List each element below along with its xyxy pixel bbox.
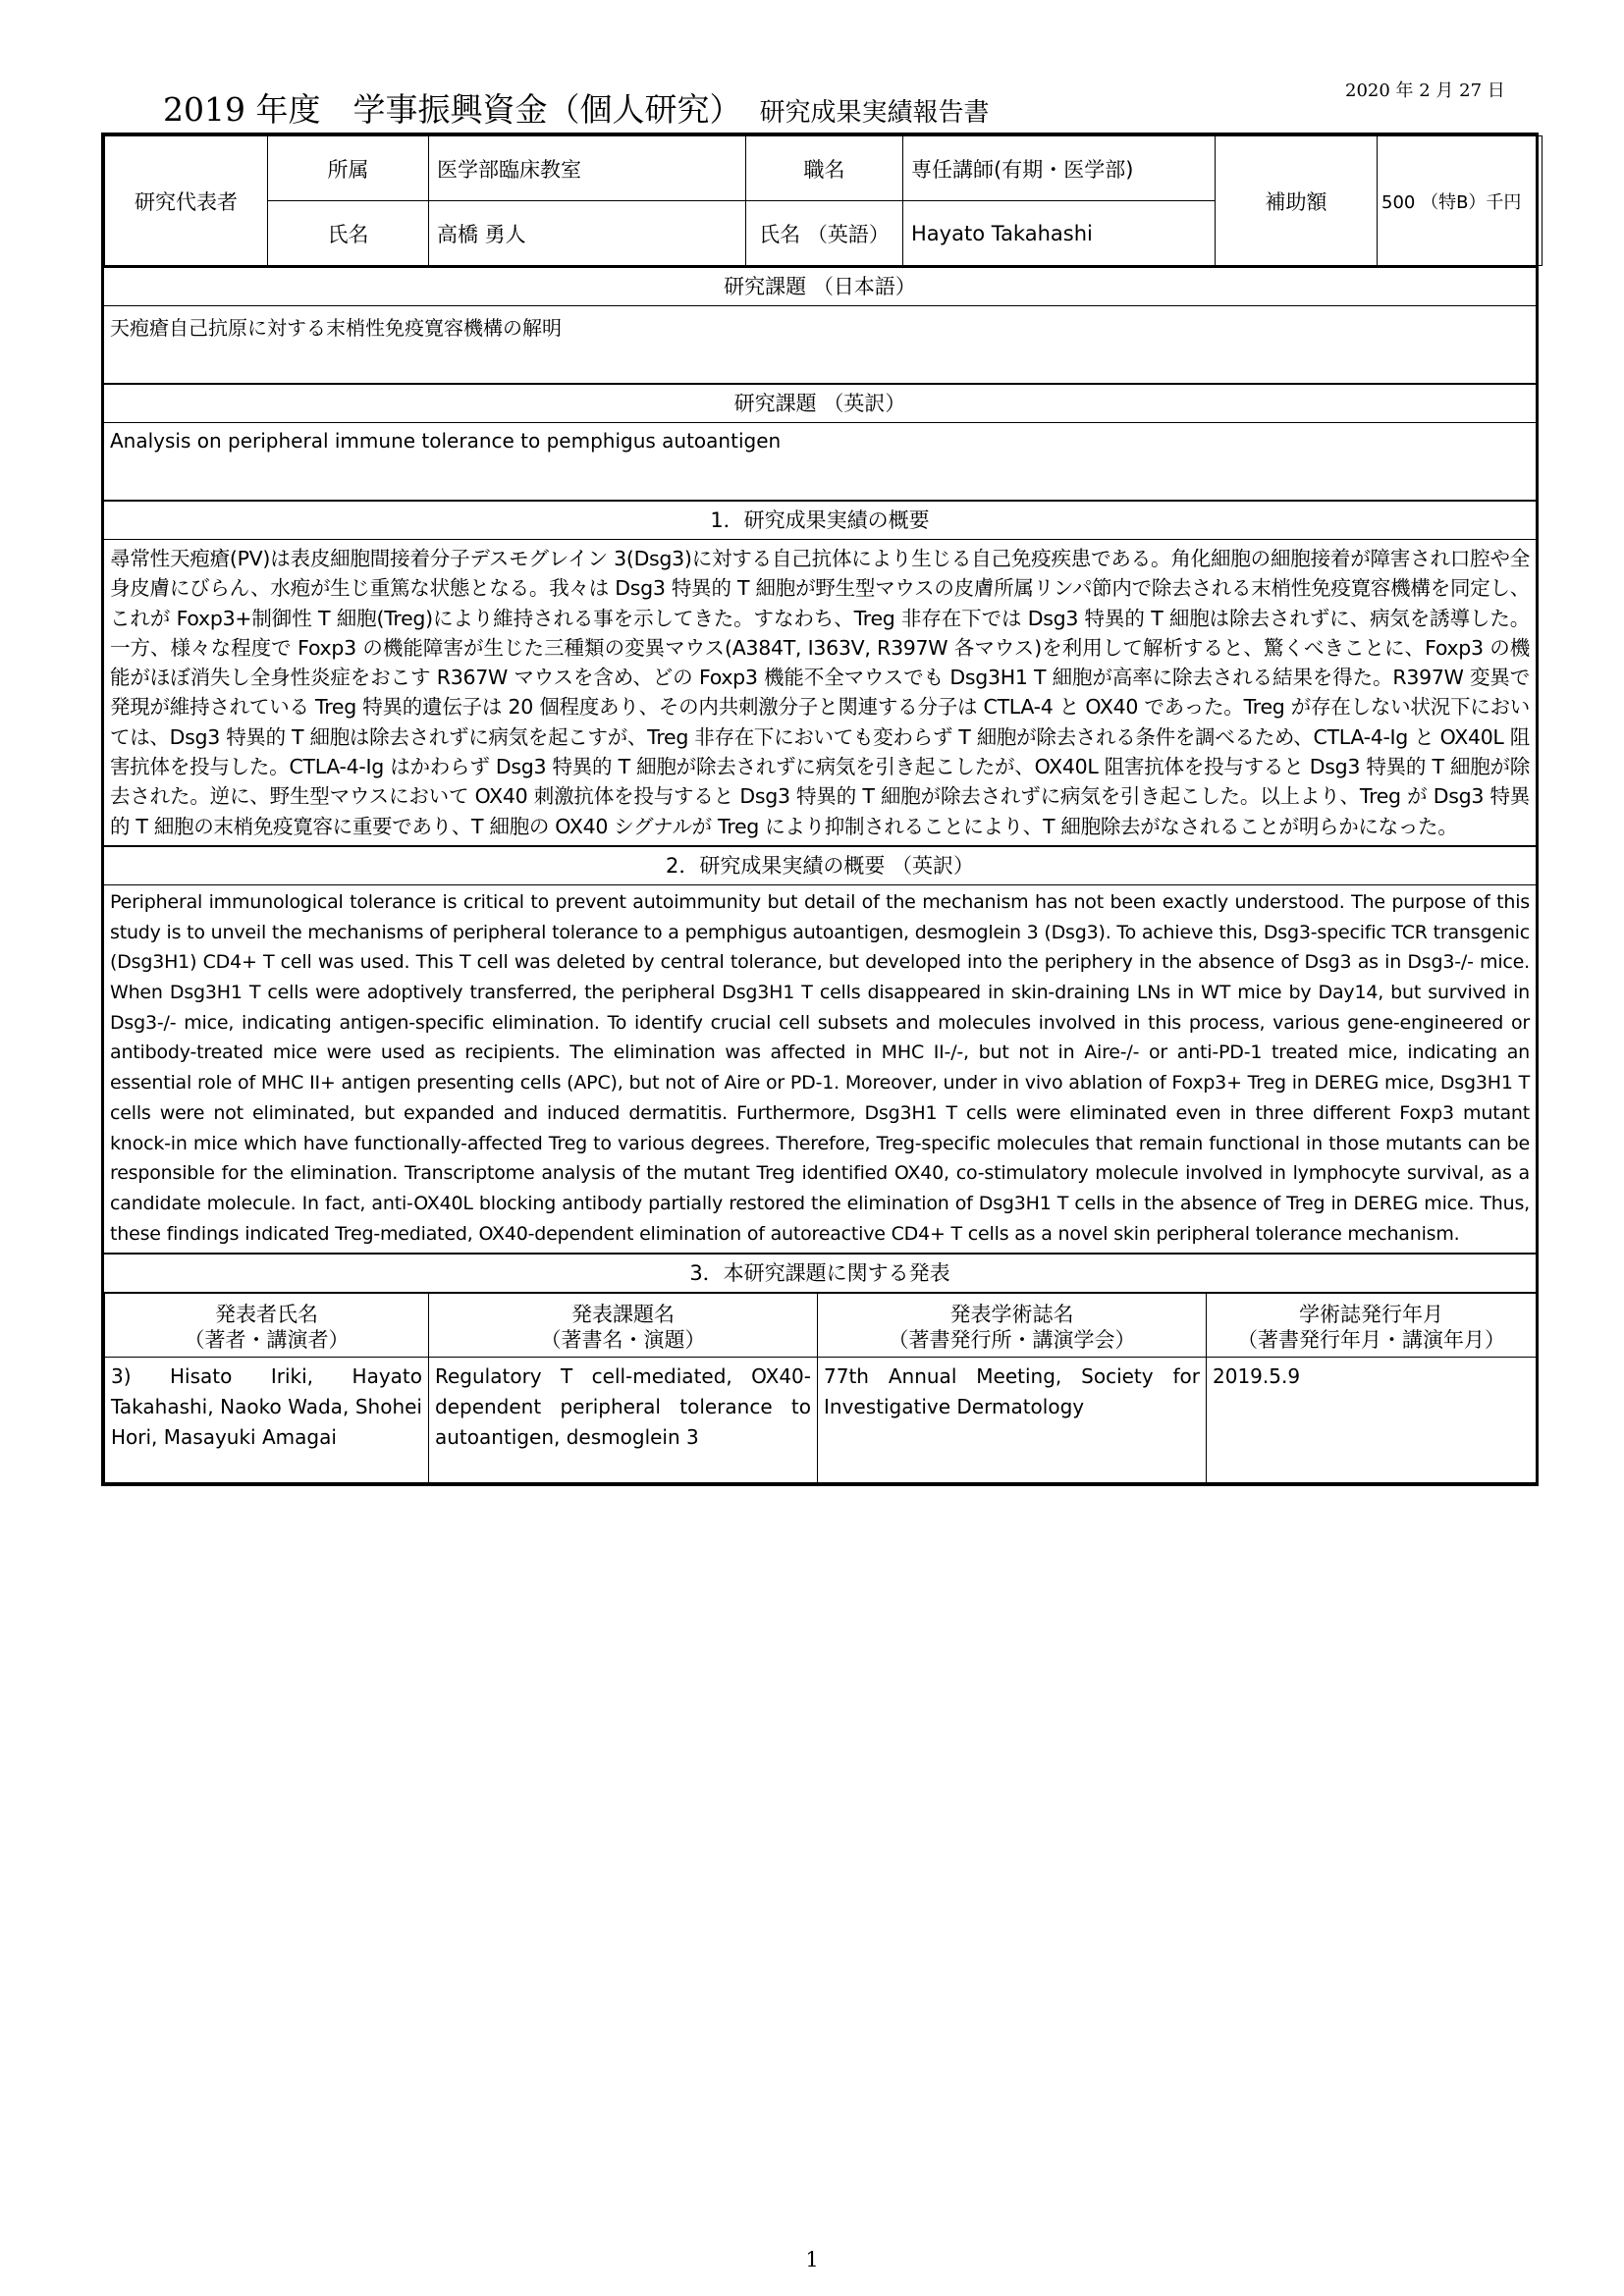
pub-authors: 3) Hisato Iriki, Hayato Takahashi, Naoko Wada, Shohei Hori, Masayuki Amagai [105,1358,429,1483]
col-date-header [1207,1294,1537,1358]
col-authors-header [105,1294,429,1358]
col-title-header [429,1294,818,1358]
researcher-info-table [104,135,1543,266]
col-date-line1: 学術誌発行年月 [1299,1303,1443,1327]
report-title [163,84,1243,131]
name-value: 高橋 勇人 [429,201,746,266]
name-en-label: 氏名 （英語） [746,201,903,266]
name-en-value: Hayato Takahashi [903,201,1216,266]
grant-value: 500 （特B）千円 [1378,136,1543,266]
report-date: 2020 年 2 月 27 日 [1345,80,1505,101]
summary-en-text: Peripheral immunological tolerance is critical to prevent autoimmunity but detail of the mechanism has not been exactly understood. The purpose of this study is to unveil the mechanisms of peripheral tolerance to a pemphigus autoantigen, desmoglein 3 (Dsg3). To achieve this, Dsg3-specific TCR transgenic (Dsg3H1) CD4+ T cell was used. This T cell was deleted by central tolerance, but developed into the periphery in the absence of Dsg3 as in Dsg3-/- mice. When Dsg3H1 T cells were adoptively transferred, the peripheral Dsg3H1 T cells disappeared in skin-draining LNs in WT mice by Day14, but survived in Dsg3-/- mice, indicating antigen-specific elimination. To identify crucial cell subsets and molecules involved in this process, various gene-engineered or antibody-treated mice were used as recipients. The elimination was affected in MHC II-/-, but not in Aire-/- or anti-PD-1 treated mice, indicating an essential role of MHC II+ antigen presenting cells (APC), but not of Aire or PD-1. Moreover, under in vivo ablation of Foxp3+ Treg in DEREG mice, Dsg3H1 T cells were not eliminated, but expanded and induced dermatitis. Furthermore, Dsg3H1 T cells were eliminated even in three different Foxp3 mutant knock-in mice which have functionally-affected Treg to various degrees. Therefore, Treg-specific molecules that remain functional in those mutants can be responsible for the elimination. Transcriptome analysis of the mutant Treg identified OX40, co-stimulatory molecule involved in lymphocyte survival, as a candidate molecule. In fact, anti-OX40L blocking antibody partially restored the elimination of Dsg3H1 T cells in the absence of Treg in DEREG mice. Thus, these findings indicated Treg-mediated, OX40-dependent elimination of autoreactive CD4+ T cells as a novel skin peripheral tolerance mechanism. [110,890,1530,1245]
affiliation-label: 所属 [268,136,429,201]
representative-label: 研究代表者 [105,136,268,266]
col-authors-line2: （著者・講演者） [184,1328,350,1353]
summary-en-heading: 2．研究成果実績の概要 （英訳） [104,845,1536,885]
col-title-line1: 発表課題名 [571,1303,675,1327]
pub-date: 2019.5.9 [1207,1358,1537,1483]
col-date-line2: （著書発行年月・講演年月） [1237,1328,1505,1353]
report-sheet [101,133,1539,1486]
report-main-title: 2019 年度 学事振興資金（個人研究） [163,90,742,129]
page-number: 1 [805,2248,819,2271]
col-title-line2: （著書名・演題） [540,1328,706,1353]
col-venue-line1: 発表学術誌名 [949,1303,1074,1327]
publications-heading: 3．本研究課題に関する発表 [104,1253,1536,1293]
publications-table [104,1293,1537,1483]
table-row [105,1358,1537,1483]
pub-venue: 77th Annual Meeting, Society for Investigative Dermatology [818,1358,1207,1483]
title-ja-text: 天疱瘡自己抗原に対する末梢性免疫寛容機構の解明 [110,316,562,340]
title-en-heading: 研究課題 （英訳） [104,383,1536,423]
col-authors-line1: 発表者氏名 [215,1303,318,1327]
publications-header-row [105,1294,1537,1358]
col-venue-header [818,1294,1207,1358]
col-venue-line2: （著書発行所・講演学会） [888,1328,1136,1353]
summary-ja-heading: 1．研究成果実績の概要 [104,500,1536,540]
pub-title: Regulatory T cell-mediated, OX40-dependent peripheral tolerance to autoantigen, desmoglein 3 [429,1358,818,1483]
grant-label: 補助額 [1216,136,1378,266]
name-label: 氏名 [268,201,429,266]
position-label: 職名 [746,136,903,201]
affiliation-value: 医学部臨床教室 [429,136,746,201]
position-value: 専任講師(有期・医学部) [903,136,1216,201]
report-subtitle: 研究成果実績報告書 [759,98,990,128]
title-en-text: Analysis on peripheral immune tolerance to pemphigus autoantigen [110,429,782,453]
title-ja-heading: 研究課題 （日本語） [104,266,1536,306]
summary-ja-text: 尋常性天疱瘡(PV)は表皮細胞間接着分子デスモグレイン 3(Dsg3)に対する自己抗体により生じる自己免疫疾患である。角化細胞の細胞接着が障害され口腔や全身皮膚にびらん、水疱が生じ重篤な状態となる。我々は Dsg3 特異的 T 細胞が野生型マウスの皮膚所属リンパ節内で除去される末梢性免疫寛容機構を同定し、これが Foxp3+制御性 T 細胞(Treg)により維持される事を示してきた。すなわち、Treg 非存在下では Dsg3 特異的 T 細胞は除去されずに、病気を誘導した。一方、様々な程度で Foxp3 の機能障害が生じた三種類の変異マウス(A384T, I363V, R397W 各マウス)を利用して解析すると、驚くべきことに、Foxp3 の機能がほぼ消失し全身性炎症をおこす R367W マウスを含め、どの Foxp3 機能不全マウスでも Dsg3H1 T 細胞が高率に除去される結果を得た。R397W 変異で発現が維持されている Treg 特異的遺伝子は 20 個程度あり、その内共刺激分子と関連する分子は CTLA-4 と OX40 であった。Treg が存在しない状況下においては、Dsg3 特異的 T 細胞は除去されずに病気を起こすが、Treg 非存在下においても変わらず T 細胞が除去される条件を調べるため、CTLA-4-Ig と OX40L 阻害抗体を投与した。CTLA-4-Ig はかわらず Dsg3 特異的 T 細胞が除去されずに病気を引き起こしたが、OX40L 阻害抗体を投与すると Dsg3 特異的 T 細胞が除去された。逆に、野生型マウスにおいて OX40 刺激抗体を投与すると Dsg3 特異的 T 細胞が除去されずに病気を引き起こした。以上より、Treg が Dsg3 特異的 T 細胞の末梢免疫寛容に重要であり、T 細胞の OX40 シグナルが Treg により抑制されることにより、T 細胞除去がなされることが明らかになった。 [110,547,1530,838]
